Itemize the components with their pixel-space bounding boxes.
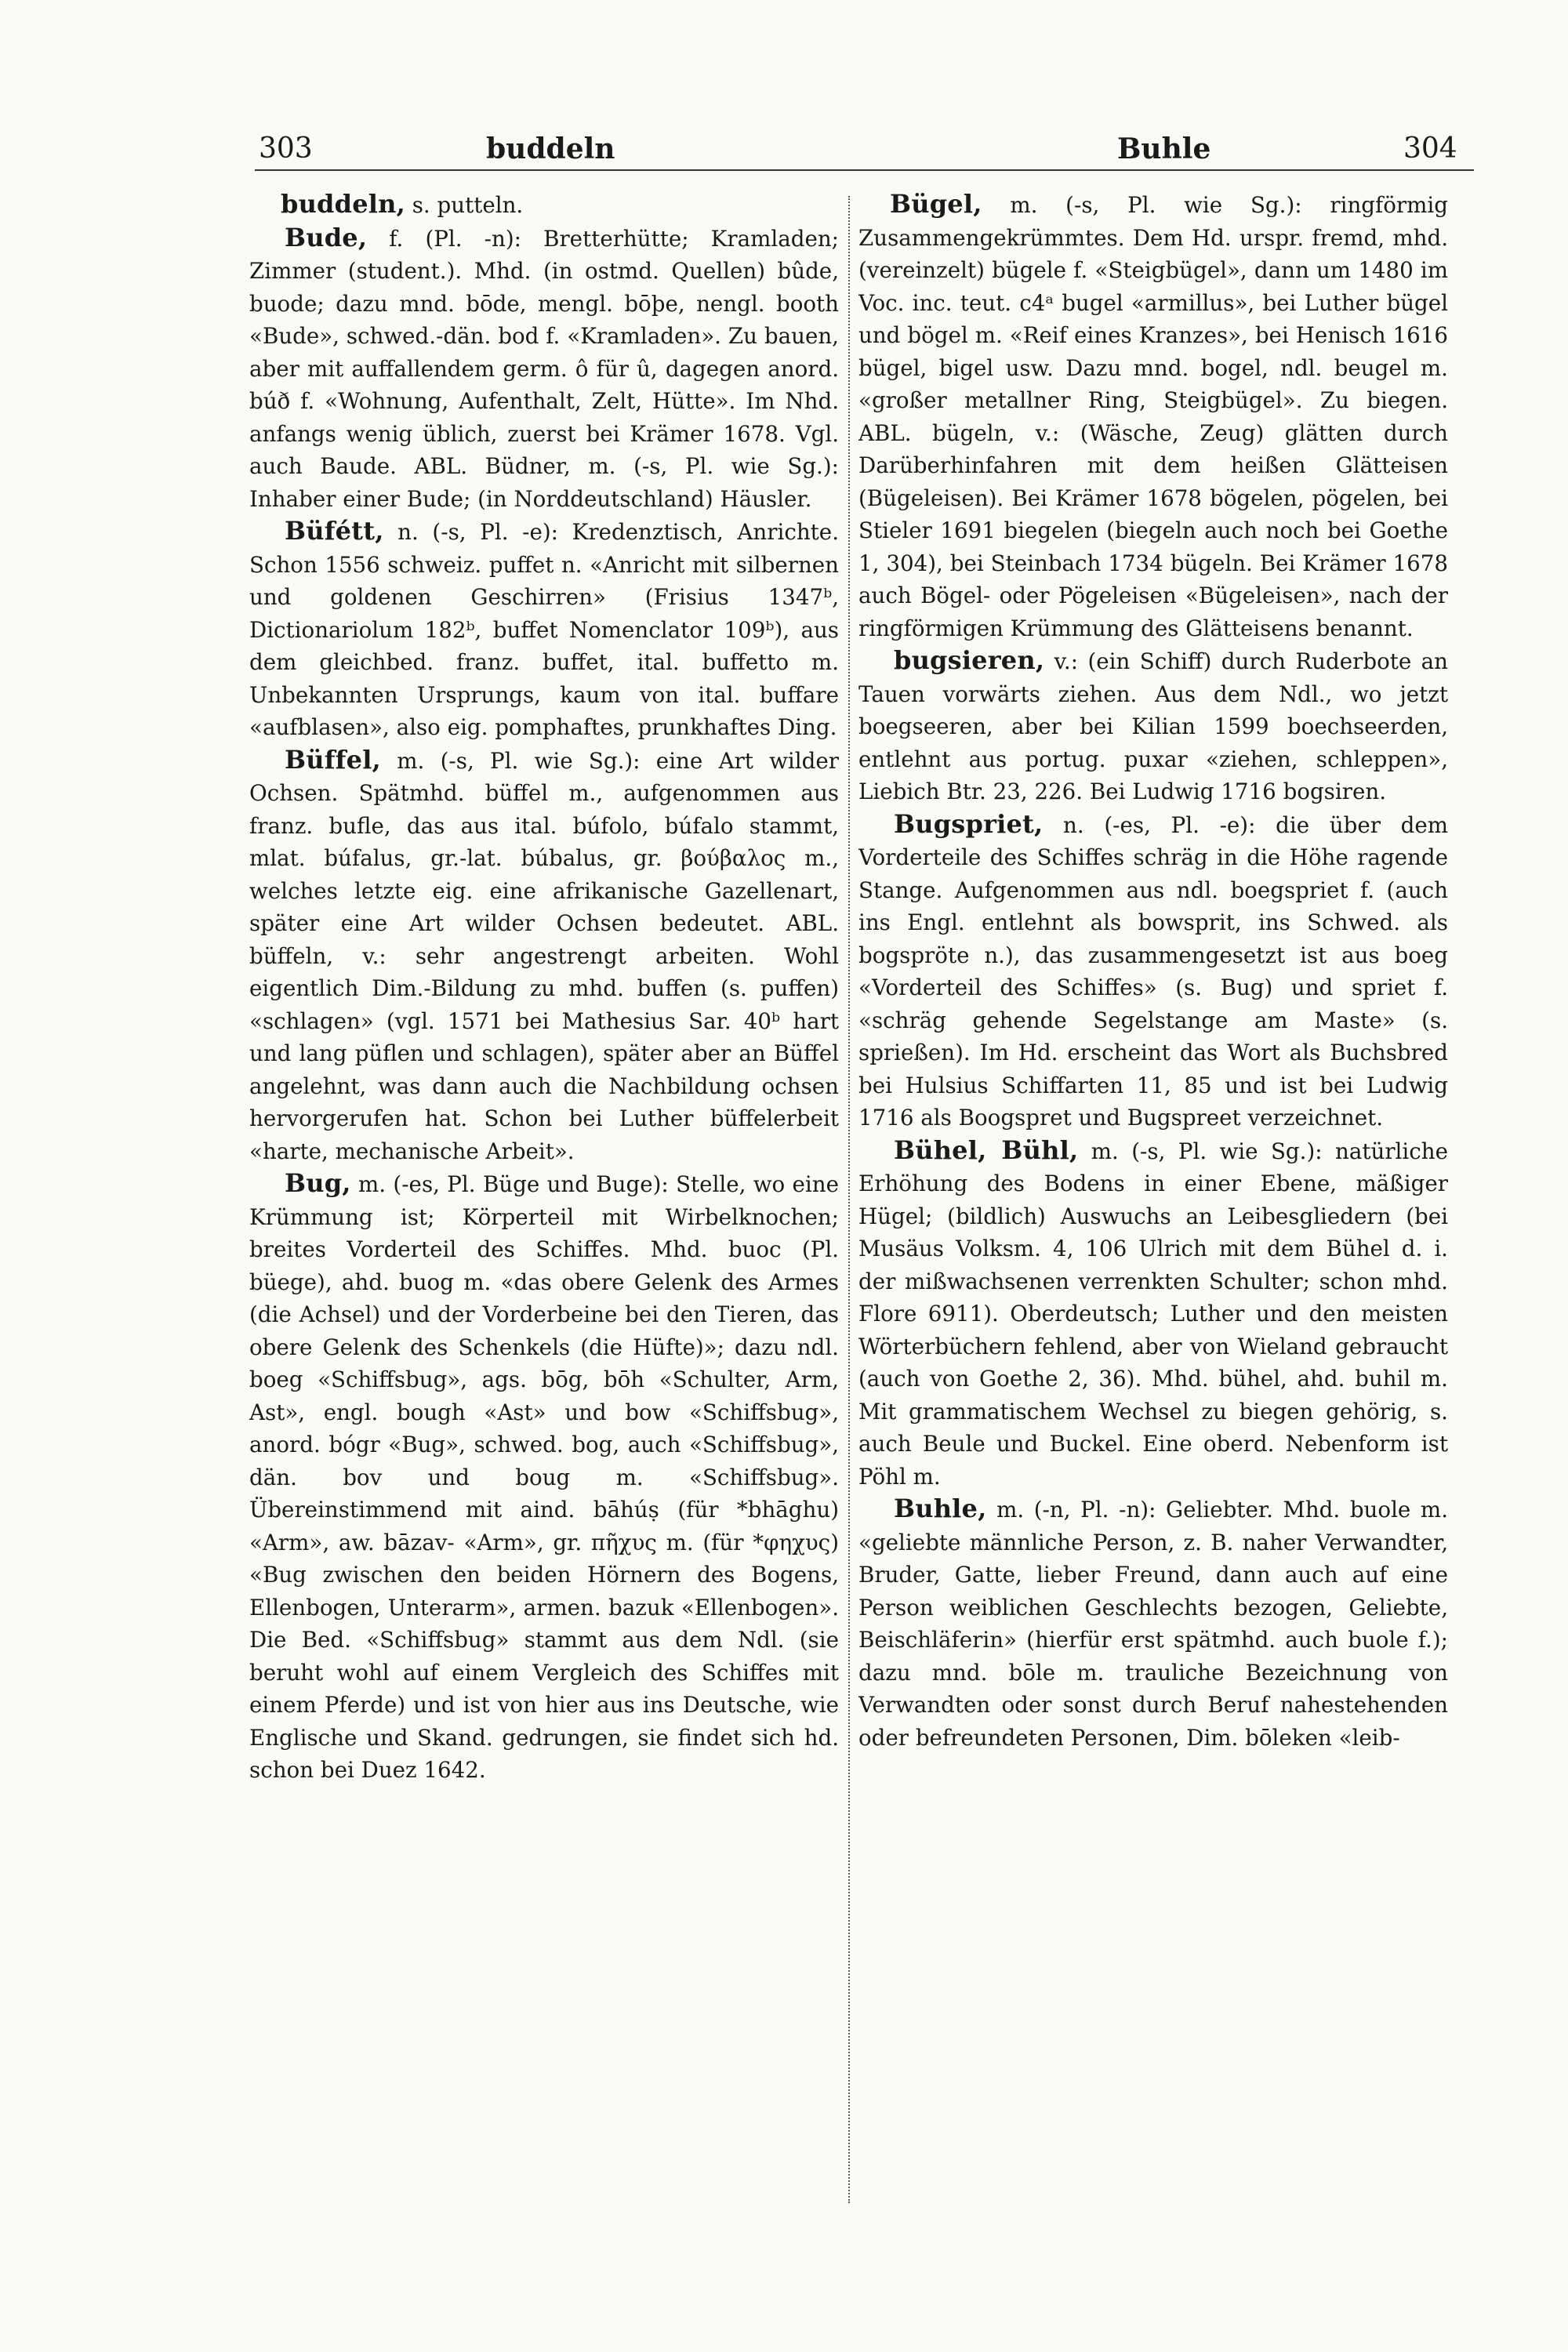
- headword: buddeln,: [281, 189, 405, 219]
- entry-text: m. (-s, Pl. wie Sg.): eine Art wilder Ochsen. Spätmhd. büffel m., aufgenommen aus franz. bufle, das aus ital. búfolo, búfalo stammt, mlat. búfalus, gr.-lat. búbalus, gr. βούβαλος m., welches letzte eig. eine afrikanische Gazellenart, später eine Art wilder Ochsen bedeutet. ABL. büffeln, v.: sehr angestrengt arbeiten. Wohl eigentlich Dim.-Bildung zu mhd. buffen (s. puffen) «schlagen» (vgl. 1571 bei Mathesius Sar. 40ᵇ hart und lang püflen und schlagen), später aber an Büffel angelehnt, was dann auch die Nachbildung ochsen hervorgerufen hat. Schon bei Luther büffelerbeit «harte, mechanische Arbeit».: [249, 747, 839, 1164]
- entry: [858, 644, 1448, 808]
- headword: Bug,: [285, 1168, 351, 1198]
- headword: bugsieren,: [894, 645, 1045, 675]
- running-head-right: Buhle: [1117, 132, 1211, 165]
- entry-text: m. (-n, Pl. -n): Geliebter. Mhd. buole m. «geliebte männliche Person, z. B. naher Verwandter, Bruder, Gatte, lieber Freund, dann auch auf eine Person weiblichen Geschlechts bezogen, Geliebte, Beischläferin» (hierfür erst spätmhd. auch buole f.); dazu mnd. bōle m. trauliche Bezeichnung von Verwandten oder sonst durch Beruf nahestehenden oder befreundeten Personen, Dim. bōleken «leib-: [858, 1497, 1448, 1751]
- entry-text: m. (-s, Pl. wie Sg.): ringförmig Zusammengekrümmtes. Dem Hd. urspr. fremd, mhd. (vereinzelt) bügele f. «Steigbügel», dann um 1480 im Voc. inc. teut. c4ᵃ bugel «armillus», bei Luther bügel und bögel m. «Reif eines Kranzes», bei Henisch 1616 bügel, bigel usw. Dazu mnd. bogel, ndl. beugel m. «großer metallner Ring, Steigbügel». Zu biegen. ABL. bügeln, v.: (Wäsche, Zeug) glätten durch Darüberhinfahren mit dem heißen Glätteisen (Bügeleisen). Bei Krämer 1678 bögelen, pögelen, bei Stieler 1691 biegelen (biegeln auch noch bei Goethe 1, 304), bei Steinbach 1734 bügeln. Bei Krämer 1678 auch Bögel- oder Pögeleisen «Bügeleisen», nach der ringförmigen Krümmung des Glätteisens benannt.: [858, 192, 1448, 641]
- header-rule: [255, 169, 1474, 171]
- page-number-right: 304: [1403, 132, 1457, 165]
- entry: [249, 1167, 839, 1787]
- headword: Buhle,: [894, 1494, 987, 1523]
- page-header: [0, 132, 1568, 179]
- headword: Büffel,: [285, 744, 381, 775]
- left-column: [249, 188, 839, 2195]
- entry-text: v.: (ein Schiff) durch Ruderbote an Tauen vorwärts ziehen. Aus dem Ndl., wo jetzt boegseeren, aber bei Kilian 1599 boechseerden, entlehnt aus portug. puxar «ziehen, schleppen», Liebich Btr. 23, 226. Bei Ludwig 1716 bogsiren.: [858, 648, 1448, 804]
- column-divider: [848, 196, 851, 2203]
- running-head-left: buddeln: [486, 132, 615, 165]
- headword: Bugspriet,: [894, 808, 1044, 839]
- headword: Büfétt,: [285, 516, 384, 546]
- entry: [249, 515, 839, 744]
- entry: [858, 1493, 1448, 1754]
- entry: [858, 1134, 1448, 1494]
- headword: Bühel, Bühl,: [894, 1134, 1079, 1165]
- entry-text: n. (-es, Pl. -e): die über dem Vorderteile des Schiffes schräg in die Höhe ragende Stange. Aufgenommen aus ndl. boegspriet f. (auch ins Engl. entlehnt als bowsprit, ins Schwed. als bogspröte n.), das zusammengesetzt ist aus boeg «Vorderteil des Schiffes» (s. Bug) und spriet f. «schräg gehende Segelstange am Maste» (s. sprießen). Im Hd. erscheint das Wort als Buchsbred bei Hulsius Schiffarten 11, 85 und ist bei Ludwig 1716 als Boogspret und Bugspreet verzeichnet.: [858, 811, 1448, 1131]
- entry: [249, 222, 839, 516]
- headword: Bude,: [285, 222, 368, 252]
- headword: Bügel,: [890, 189, 982, 219]
- entry-text: f. (Pl. -n): Bretterhütte; Kramladen; Zimmer (student.). Mhd. (in ostmd. Quellen) bûde, buode; dazu mnd. bōde, mengl. bōþe, nengl. booth «Bude», schwed.-dän. bod f. «Kramladen». Zu bauen, aber mit auffallendem germ. ô für û, dagegen anord. búð f. «Wohnung, Aufenthalt, Zelt, Hütte». Im Nhd. anfangs wenig üblich, zuerst bei Krämer 1678. Vgl. auch Baude. ABL. Büdner, m. (-s, Pl. wie Sg.): Inhaber einer Bude; (in Norddeutschland) Häusler.: [249, 225, 839, 512]
- right-column: [858, 188, 1448, 2195]
- entry-text: n. (-s, Pl. -e): Kredenztisch, Anrichte. Schon 1556 schweiz. puffet n. «Anricht mit silbernen und goldenen Geschirren» (Frisius 1347ᵇ, Dictionariolum 182ᵇ, buffet Nomenclator 109ᵇ), aus dem gleichbed. franz. buffet, ital. buffetto m. Unbekannten Ursprungs, kaum von ital. buffare «aufblasen», also eig. pomphaftes, prunkhaftes Ding.: [249, 519, 839, 740]
- entry: [249, 188, 839, 222]
- entry: [858, 808, 1448, 1134]
- entry-text: s. putteln.: [405, 192, 524, 218]
- entry: [858, 188, 1448, 644]
- entry-text: m. (-es, Pl. Büge und Buge): Stelle, wo eine Krümmung ist; Körperteil mit Wirbelknochen; breites Vorderteil des Schiffes. Mhd. buoc (Pl. büege), ahd. buog m. «das obere Gelenk des Armes (die Achsel) und der Vorderbeine bei den Tieren, das obere Gelenk des Schenkels (die Hüfte)»; dazu ndl. boeg «Schiffsbug», ags. bōg, bōh «Schulter, Arm, Ast», engl. bough «Ast» und bow «Schiffsbug», anord. bógr «Bug», schwed. bog, auch «Schiffsbug», dän. bov und boug m. «Schiffsbug». Übereinstimmend mit aind. bāhúṣ (für *bhāghu) «Arm», aw. bāzav- «Arm», gr. πῆχυς m. (für *φηχυς) «Bug zwischen den beiden Hörnern des Bogens, Ellenbogen, Unterarm», armen. bazuk «Ellenbogen». Die Bed. «Schiffsbug» stammt aus dem Ndl. (sie beruht wohl auf einem Vergleich des Schiffes mit einem Pferde) und ist von hier aus ins Deutsche, wie Englische und Skand. gedrungen, sie findet sich hd. schon bei Duez 1642.: [249, 1171, 839, 1783]
- entry: [249, 744, 839, 1168]
- page-number-left: 303: [259, 132, 313, 165]
- entry-text: m. (-s, Pl. wie Sg.): natürliche Erhöhung des Bodens in einer Ebene, mäßiger Hügel; (bildlich) Auswuchs an Leibesgliedern (bei Musäus Volksm. 4, 106 Ulrich mit dem Bühel d. i. der mißwachsenen verrenkten Schulter; schon mhd. Flore 6911). Oberdeutsch; Luther und den meisten Wörterbüchern fehlend, aber von Wieland gebraucht (auch von Goethe 2, 36). Mhd. bühel, ahd. buhil m. Mit grammatischem Wechsel zu biegen gehörig, s. auch Beule und Buckel. Eine oberd. Nebenform ist Pöhl m.: [858, 1138, 1448, 1490]
